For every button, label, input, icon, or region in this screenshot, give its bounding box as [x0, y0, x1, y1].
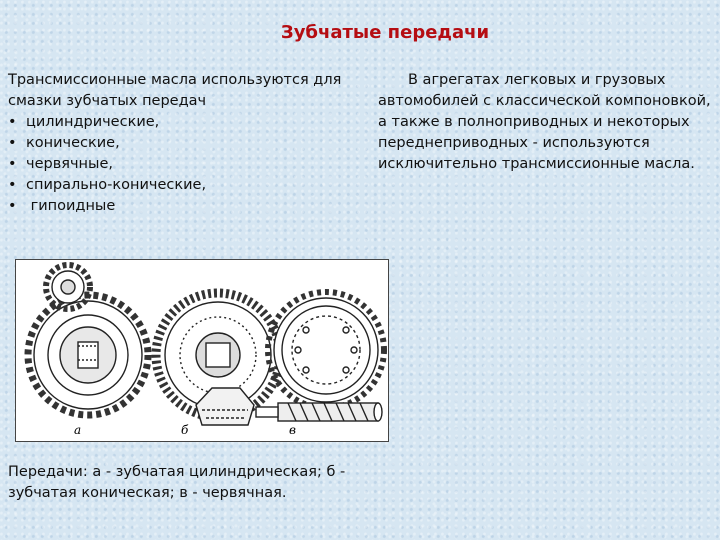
figure-label-b: б	[181, 423, 189, 437]
list-item	[8, 175, 373, 196]
list-item-text: цилиндрические,	[26, 114, 160, 130]
list-item	[8, 112, 373, 133]
bevel-gear-icon	[156, 293, 280, 425]
gears-illustration	[15, 259, 389, 442]
list-item-text: спирально-конические,	[26, 177, 207, 193]
intro-text: Трансмиссионные масла используются для смазки зубчатых передач	[8, 72, 342, 109]
list-item	[8, 154, 373, 175]
slide-title	[0, 22, 620, 43]
slide-title-text: Зубчатые передачи	[280, 22, 490, 43]
list-item-text: червячные,	[26, 156, 113, 172]
bullet: •	[8, 198, 17, 214]
list-item-text: конические,	[26, 135, 120, 151]
bullet: •	[8, 177, 17, 193]
spur-gear-small-icon	[46, 265, 90, 309]
figure-caption: Передачи: а - зубчатая цилиндрическая; б - зубчатая коническая; в - червячная.	[8, 464, 346, 501]
bullet: •	[8, 114, 17, 130]
figure-label-a: а	[74, 423, 82, 437]
gear-types-list	[8, 112, 373, 217]
worm-gear-icon	[268, 292, 384, 408]
gears-drawing	[16, 260, 388, 441]
worm-shaft-icon	[256, 403, 382, 421]
list-item	[8, 133, 373, 154]
right-text-block	[378, 70, 718, 175]
list-item	[8, 196, 373, 217]
right-paragraph: В агрегатах легковых и грузовых автомобилей с классической компоновкой, а также в полноприводных и некоторых переднеприводных - используются исключительно трансмиссионные масла.	[378, 72, 711, 172]
bullet: •	[8, 135, 17, 151]
figure-label-v: в	[289, 423, 296, 437]
list-item-text: гипоидные	[26, 198, 116, 214]
bullet: •	[8, 156, 17, 172]
left-text-block	[8, 70, 373, 217]
spur-gear-large-icon	[28, 295, 148, 415]
